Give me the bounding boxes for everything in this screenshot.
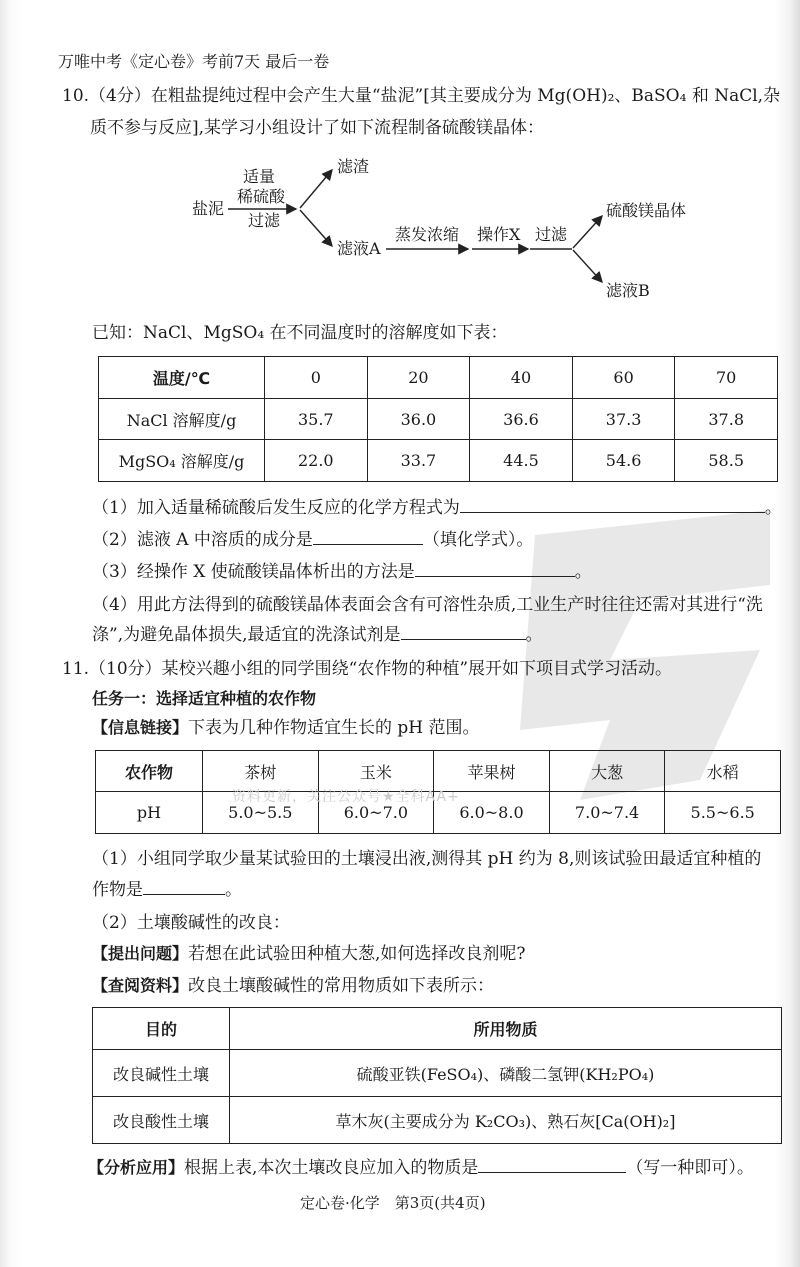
answer-blank[interactable] — [143, 880, 225, 895]
apply-tag: 【分析应用】 — [88, 1158, 185, 1177]
q11-task1: 任务一：选择适宜种植的农作物 — [92, 689, 317, 708]
q10-sub4-line1: （4）用此方法得到的硫酸镁晶体表面会含有可溶性杂质,工业生产时往往还需对其进行“洗 — [92, 595, 763, 615]
info-tag: 【信息链接】 — [92, 718, 189, 737]
cell: 6.0~7.0 — [318, 792, 434, 834]
period: 。 — [225, 880, 242, 900]
answer-blank[interactable] — [478, 1158, 626, 1173]
soil-improvement-table — [92, 1007, 782, 1144]
cell: 温度/℃ — [99, 357, 265, 399]
page-footer: 定心卷·化学 第3页(共4页) — [300, 1194, 486, 1212]
cell: 农作物 — [96, 751, 203, 792]
cell: 37.3 — [572, 399, 675, 440]
flow-start: 盐泥 — [192, 199, 225, 218]
flow-operation-x: 操作X — [477, 225, 521, 244]
q11-sub1-text: 作物是 — [92, 880, 143, 900]
apply-tail: （写一种即可）。 — [626, 1158, 754, 1178]
cell: 玉米 — [318, 751, 434, 792]
flow-filter: 过滤 — [535, 225, 568, 244]
q11-apply — [88, 1158, 754, 1178]
cell: 7.0~7.4 — [549, 792, 665, 834]
q10-sub1 — [92, 498, 782, 518]
flow-filtrate-a: 滤液A — [337, 239, 381, 258]
q10-sub4-line2 — [92, 625, 543, 645]
flow-diagram — [0, 148, 800, 298]
cell: 36.6 — [470, 399, 573, 440]
flow-reagent-1: 适量 — [243, 167, 276, 186]
cell: 20 — [367, 357, 470, 399]
cell: 改良酸性土壤 — [93, 1097, 230, 1144]
answer-blank[interactable] — [460, 498, 765, 513]
q10-stem-line1: 10.（4分）在粗盐提纯过程中会产生大量“盐泥”[其主要成分为 Mg(OH)₂、BaSO₄ 和 NaCl,杂 — [62, 86, 781, 106]
q11-info — [92, 718, 480, 738]
cell: 改良碱性土壤 — [93, 1050, 230, 1097]
q11-sub1-line2 — [92, 880, 242, 900]
cell: 所用物质 — [230, 1008, 782, 1050]
ref-tag: 【查阅资料】 — [92, 976, 189, 995]
cell: 0 — [265, 357, 368, 399]
q10-sub2 — [92, 530, 533, 550]
q10-sub4-text: 涤”,为避免晶体损失,最适宜的洗涤试剂是 — [92, 625, 401, 645]
period: 。 — [525, 625, 543, 645]
flow-reagent-2: 稀硫酸 — [237, 187, 286, 206]
q11-ask — [92, 944, 526, 964]
cell: 5.5~6.5 — [665, 792, 781, 834]
cell: 硫酸亚铁(FeSO₄)、磷酸二氢钾(KH₂PO₄) — [230, 1050, 782, 1097]
cell: 33.7 — [367, 440, 470, 482]
q11-sub2: （2）土壤酸碱性的改良： — [92, 913, 290, 933]
period: 。 — [764, 498, 782, 518]
flow-reagent-3: 过滤 — [248, 211, 281, 230]
flow-crystal: 硫酸镁晶体 — [606, 201, 687, 220]
cell: 35.7 — [265, 399, 368, 440]
cell: MgSO₄ 溶解度/g — [99, 440, 265, 482]
answer-blank[interactable] — [401, 625, 526, 640]
cell: 54.6 — [572, 440, 675, 482]
q11-stem: 11.（10分）某校兴趣小组的同学围绕“农作物的种植”展开如下项目式学习活动。 — [62, 659, 673, 679]
flow-residue: 滤渣 — [337, 157, 370, 176]
answer-blank[interactable] — [415, 562, 575, 577]
q10-sub3 — [92, 562, 592, 582]
cell: 5.0~5.5 — [203, 792, 319, 834]
q10-known: 已知：NaCl、MgSO₄ 在不同温度时的溶解度如下表： — [92, 323, 508, 343]
q10-stem-line2: 质不参与反应],某学习小组设计了如下流程制备硫酸镁晶体： — [90, 118, 545, 138]
cell: 58.5 — [675, 440, 778, 482]
cell: 22.0 — [265, 440, 368, 482]
cell: 37.8 — [675, 399, 778, 440]
q10-sub2-tail: （填化学式）。 — [422, 530, 534, 550]
cell: 40 — [470, 357, 573, 399]
cell: 大葱 — [549, 751, 665, 792]
q10-sub1-text: （1）加入适量稀硫酸后发生反应的化学方程式为 — [92, 498, 460, 518]
flow-filtrate-b: 滤液B — [606, 281, 650, 298]
solubility-table — [98, 356, 778, 482]
period: 。 — [574, 562, 592, 582]
cell: 60 — [572, 357, 675, 399]
info-text: 下表为几种作物适宜生长的 pH 范围。 — [188, 718, 480, 738]
q11-sub1-line1: （1）小组同学取少量某试验田的土壤浸出液,测得其 pH 约为 8,则该试验田最适宜种植的 — [92, 849, 762, 869]
q11-ref — [92, 976, 494, 996]
flow-evaporate: 蒸发浓缩 — [395, 225, 460, 244]
apply-text: 根据上表,本次土壤改良应加入的物质是 — [184, 1158, 479, 1178]
cell: pH — [96, 792, 203, 834]
ask-text: 若想在此试验田种植大葱,如何选择改良剂呢? — [188, 944, 526, 964]
cell: 6.0~8.0 — [434, 792, 550, 834]
q10-sub3-text: （3）经操作 X 使硫酸镁晶体析出的方法是 — [92, 562, 415, 582]
answer-blank[interactable] — [313, 530, 423, 545]
cell: 苹果树 — [434, 751, 550, 792]
cell: 水稻 — [665, 751, 781, 792]
cell: 茶树 — [203, 751, 319, 792]
cell: 目的 — [93, 1008, 230, 1050]
cell: 36.0 — [367, 399, 470, 440]
cell: 70 — [675, 357, 778, 399]
cell: NaCl 溶解度/g — [99, 399, 265, 440]
cell: 44.5 — [470, 440, 573, 482]
page-header: 万唯中考《定心卷》考前7天 最后一卷 — [58, 52, 330, 71]
q10-sub2-text: （2）滤液 A 中溶质的成分是 — [92, 530, 313, 550]
ask-tag: 【提出问题】 — [92, 944, 189, 963]
watermark-text: 资料更新，关注公众号★全科AA+ — [232, 789, 460, 805]
cell: 草木灰(主要成分为 K₂CO₃)、熟石灰[Ca(OH)₂] — [230, 1097, 782, 1144]
ref-text: 改良土壤酸碱性的常用物质如下表所示： — [188, 976, 495, 996]
